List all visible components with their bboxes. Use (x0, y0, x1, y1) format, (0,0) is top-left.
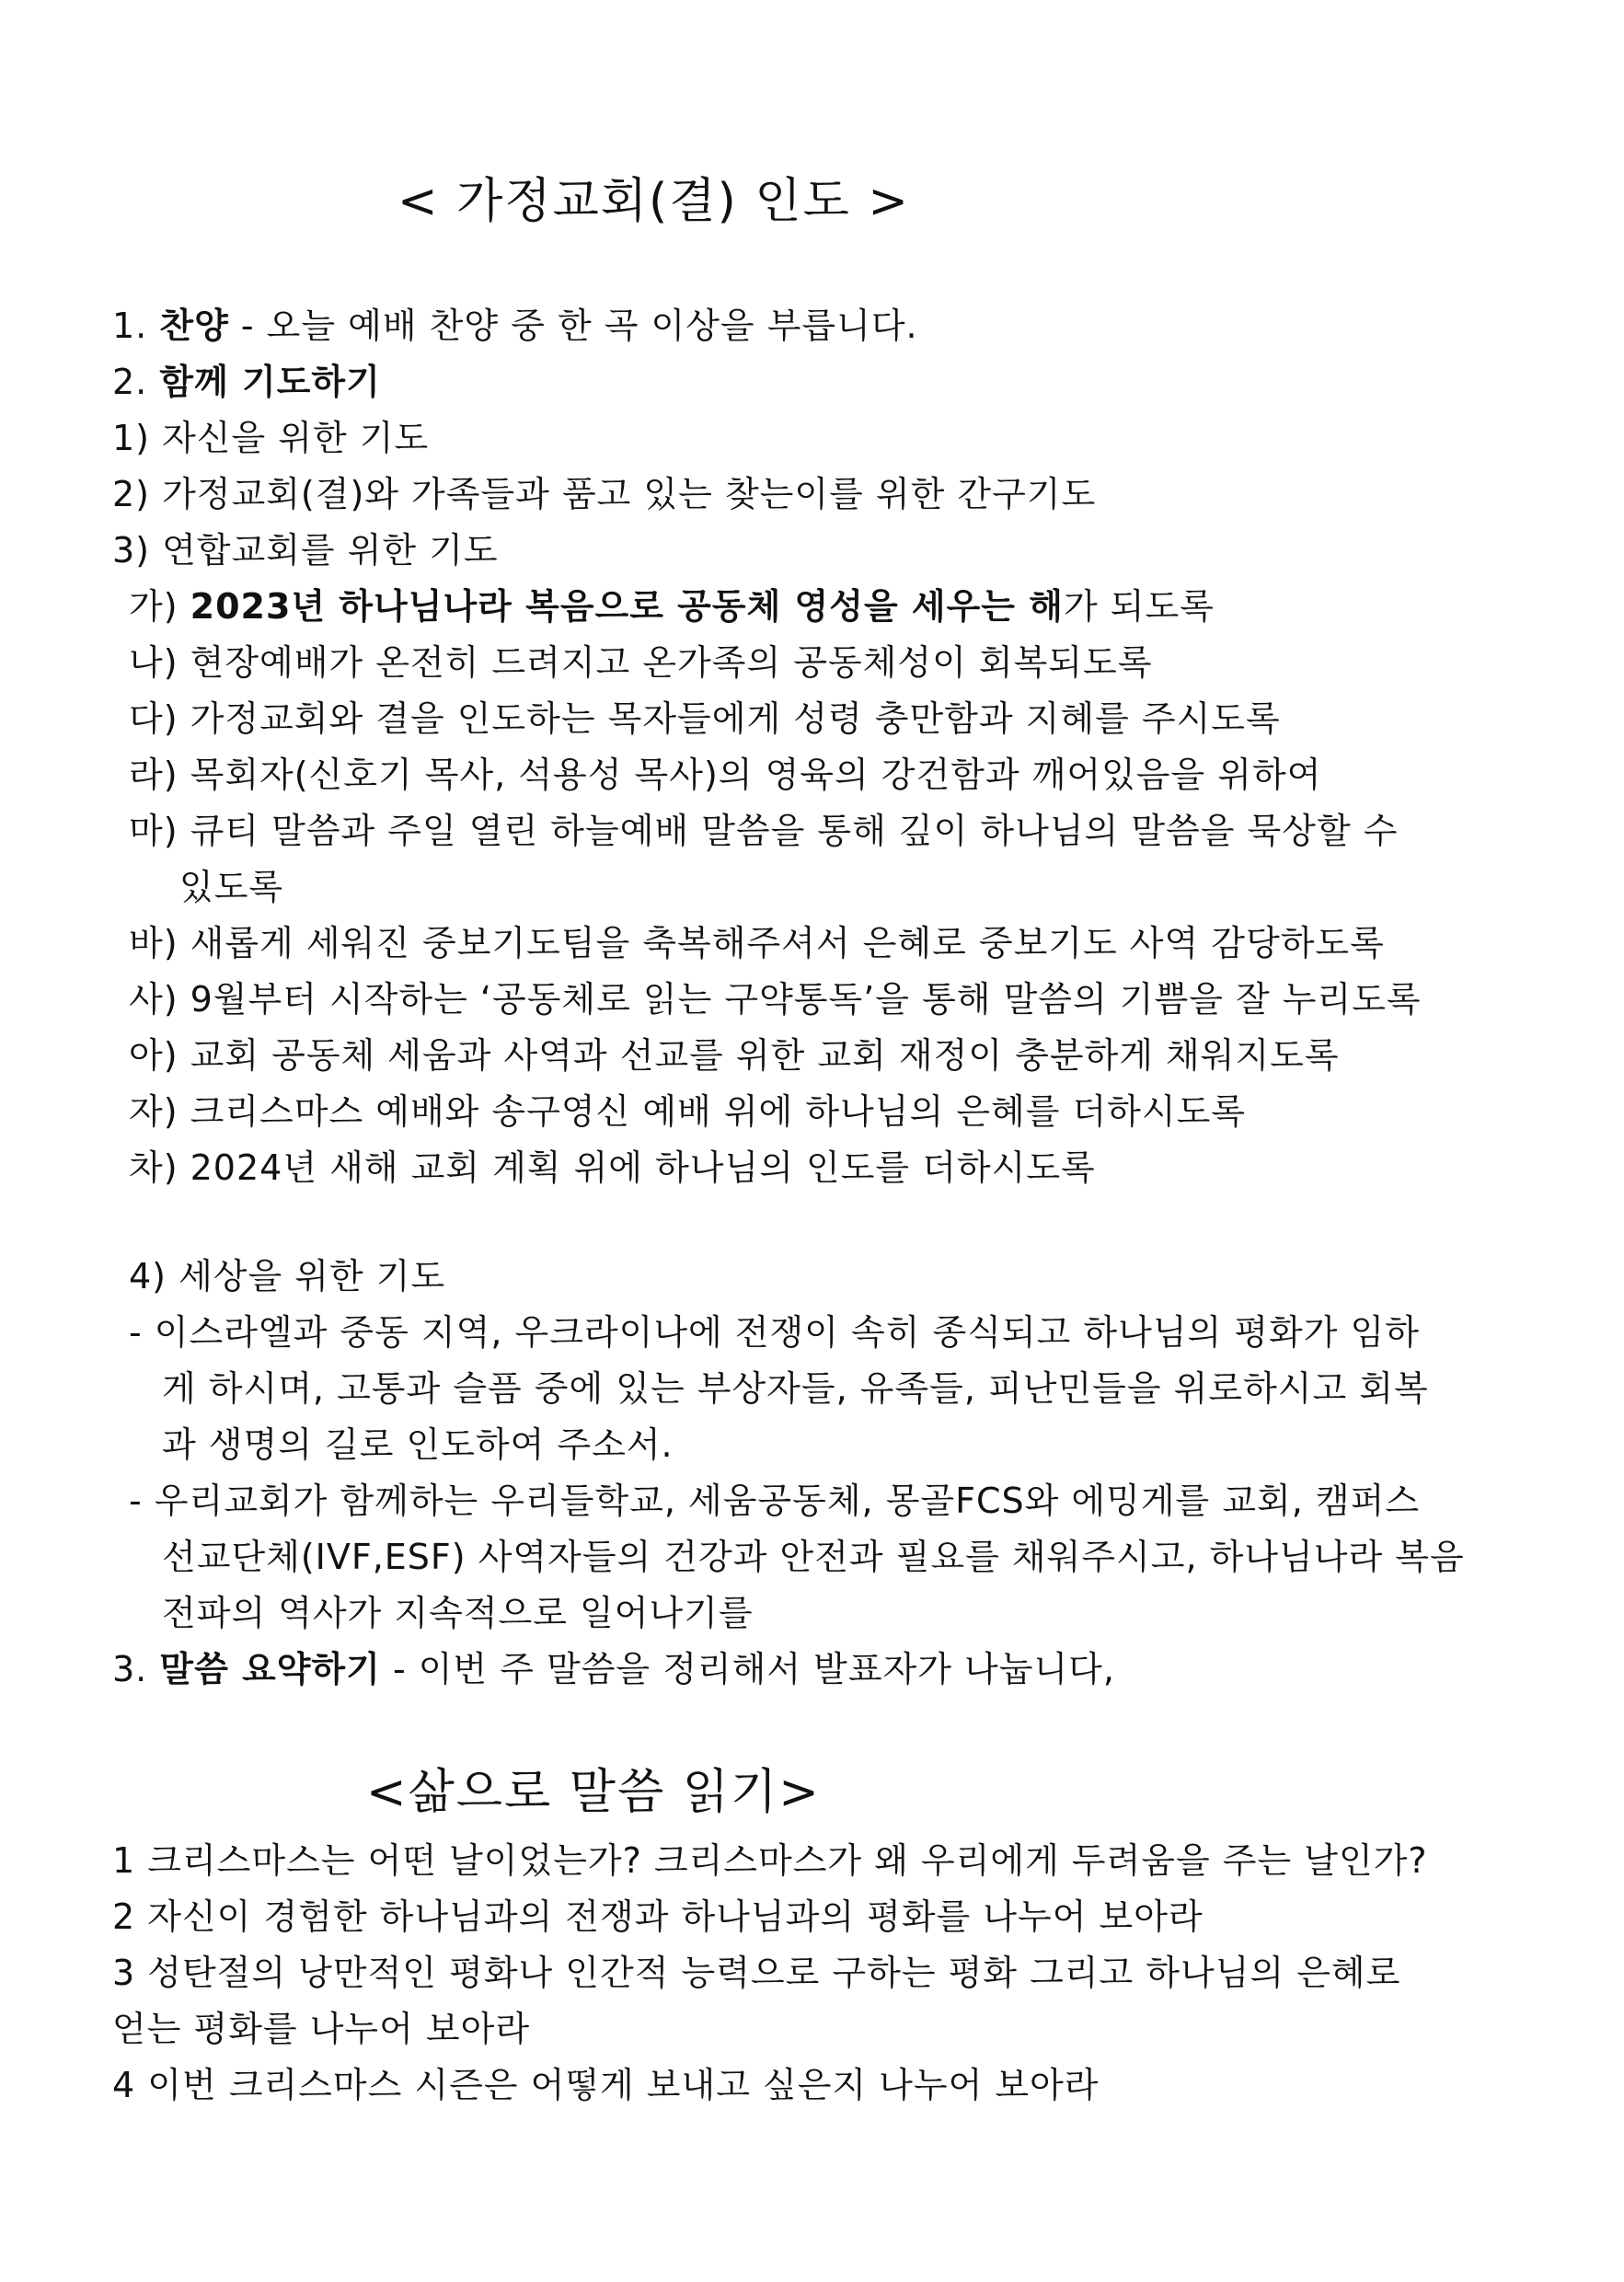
prayer-3-ba: 바) 새롭게 세워진 중보기도팀을 축복해주셔서 은혜로 중보기도 사역 감당하도록 (129, 923, 1385, 963)
item-1-heading: 찬양 (159, 305, 229, 346)
question-1: 1 크리스마스는 어떤 날이었는가? 크리스마스가 왜 우리에게 두려움을 주는 날인가? (112, 1840, 1428, 1881)
world-prayer-1-line2: 게 하시며, 고통과 슬픔 중에 있는 부상자들, 유족들, 피난민들을 위로하시고 회복 (162, 1368, 1429, 1409)
item-3-heading: 말씀 요약하기 (159, 1649, 381, 1689)
question-4: 4 이번 크리스마스 시즌은 어떻게 보내고 싶은지 나누어 보아라 (112, 2065, 1100, 2105)
prayer-3-ga-bold: 2023년 하나님나라 복음으로 공동체 영성을 세우는 해 (190, 586, 1064, 627)
item-1-text: - 오늘 예배 찬양 중 한 곡 이상을 부릅니다. (240, 305, 918, 346)
question-3-line2: 얻는 평화를 나누어 보아라 (112, 2009, 531, 2049)
section-2-title: <삶으로 말씀 읽기> (366, 1765, 821, 1820)
prayer-4: 4) 세상을 위한 기도 (129, 1256, 446, 1297)
world-prayer-1-line1: - 이스라엘과 중동 지역, 우크라이나에 전쟁이 속히 종식되고 하나님의 평화가 임하 (129, 1312, 1420, 1353)
prayer-3-ga-label: 가) (129, 586, 179, 627)
prayer-3-ga-rest: 가 되도록 (1063, 586, 1215, 627)
item-3-number: 3. (112, 1649, 148, 1689)
prayer-3-a: 아) 교회 공동체 세움과 사역과 선교를 위한 교회 재정이 충분하게 채워지도록 (129, 1035, 1340, 1076)
prayer-3-ma-line1: 마) 큐티 말씀과 주일 열린 하늘예배 말씀을 통해 깊이 하나님의 말씀을 묵상할 수 (129, 811, 1399, 851)
prayer-3-ga (129, 584, 1215, 628)
item-2-prayer (112, 360, 381, 404)
prayer-3-ma-line2: 있도록 (179, 867, 284, 907)
prayer-3-ja: 자) 크리스마스 예배와 송구영신 예배 위에 하나님의 은혜를 더하시도록 (129, 1091, 1246, 1132)
world-prayer-1-line3: 과 생명의 길로 인도하여 주소서. (162, 1424, 674, 1465)
item-2-heading: 함께 기도하기 (159, 362, 381, 402)
prayer-1: 1) 자신을 위한 기도 (112, 418, 430, 458)
document-title: < 가정교회(결) 인도 > (397, 174, 910, 229)
item-1-worship (112, 304, 918, 348)
world-prayer-2-line1: - 우리교회가 함께하는 우리들학교, 세움공동체, 몽골FCS와 에밍게를 교회, 캠퍼스 (129, 1481, 1421, 1521)
item-2-number: 2. (112, 362, 148, 402)
prayer-3: 3) 연합교회를 위한 기도 (112, 530, 499, 570)
prayer-3-sa: 사) 9월부터 시작하는 ‘공동체로 읽는 구약통독’을 통해 말씀의 기쁨을 잘 누리도록 (129, 979, 1422, 1020)
prayer-3-da: 다) 가정교회와 결을 인도하는 목자들에게 성령 충만함과 지혜를 주시도록 (129, 698, 1281, 739)
item-3-summary (112, 1647, 1115, 1691)
prayer-3-ra: 라) 목회자(신호기 목사, 석용성 목사)의 영육의 강건함과 깨어있음을 위하여 (129, 755, 1322, 795)
question-3-line1: 3 성탄절의 낭만적인 평화나 인간적 능력으로 구하는 평화 그리고 하나님의 은혜로 (112, 1953, 1401, 1993)
item-3-text: - 이번 주 말씀을 정리해서 발표자가 나눕니다, (392, 1649, 1115, 1689)
prayer-3-na: 나) 현장예배가 온전히 드려지고 온가족의 공동체성이 회복되도록 (129, 642, 1153, 683)
world-prayer-2-line3: 전파의 역사가 지속적으로 일어나기를 (162, 1593, 754, 1633)
world-prayer-2-line2: 선교단체(IVF,ESF) 사역자들의 건강과 안전과 필요를 채워주시고, 하나님나라 복음 (162, 1537, 1465, 1577)
prayer-2: 2) 가정교회(결)와 가족들과 품고 있는 찾는이를 위한 간구기도 (112, 474, 1097, 514)
item-1-number: 1. (112, 305, 148, 346)
question-2: 2 자신이 경험한 하나님과의 전쟁과 하나님과의 평화를 나누어 보아라 (112, 1896, 1204, 1937)
prayer-3-cha: 차) 2024년 새해 교회 계획 위에 하나님의 인도를 더하시도록 (129, 1147, 1096, 1188)
